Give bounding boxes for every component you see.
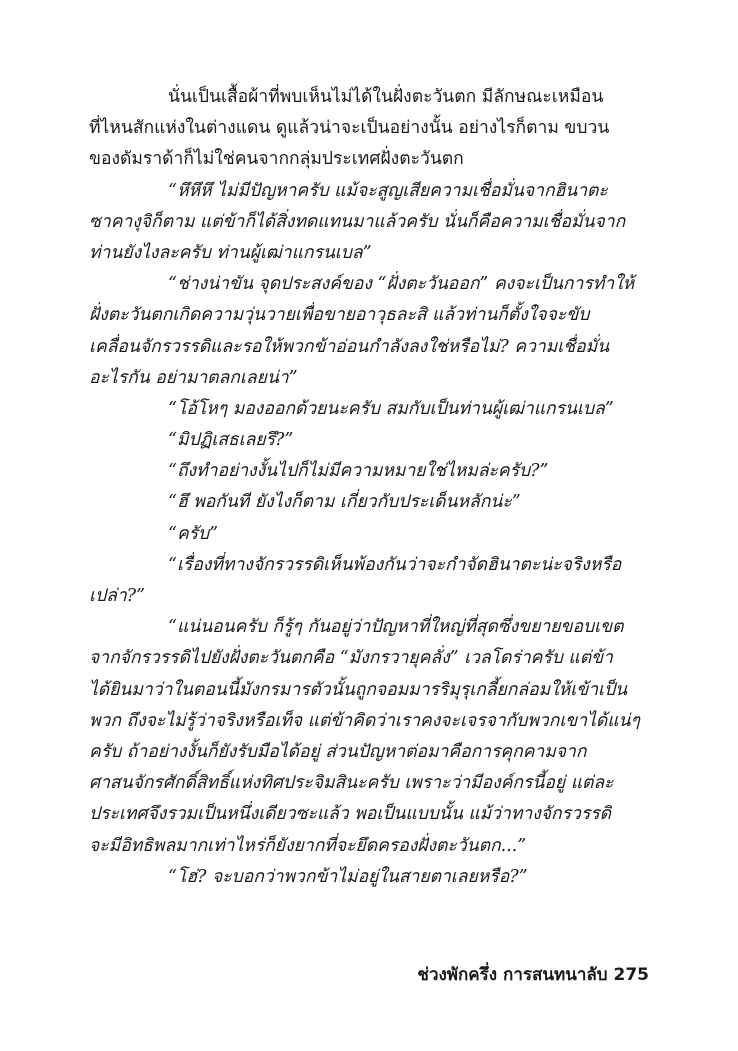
text-line: ของดัมราด้าก็ไม่ใช่คนจากกลุ่มประเทศฝั่งตะวันตก — [89, 149, 464, 170]
text-line: จากจักรวรรดิไปยังฝั่งตะวันตกคือ “มังกรวายุคลั่ง” เวลโดร่าครับ แต่ข้า — [89, 648, 613, 669]
text-line: ได้ยินมาว่าในตอนนี้มังกรมารตัวนั้นถูกจอมมารริมุรุเกลี้ยกล่อมให้เข้าเป็น — [89, 679, 628, 700]
text-line: “ฮึ พอกันที ยังไงก็ตาม เกี่ยวกับประเด็นหลักน่ะ” — [168, 492, 521, 513]
body-text — [89, 82, 649, 893]
text-line: “เรื่องที่ทางจักรวรรดิเห็นพ้องกันว่าจะกำจัดฮินาตะน่ะจริงหรือ — [168, 554, 622, 575]
text-line: ประเทศจึงรวมเป็นหนึ่งเดียวซะแล้ว พอเป็นแบบนั้น แม้ว่าทางจักรวรรดิ — [89, 804, 611, 825]
text-line: จะมีอิทธิพลมากเท่าไหร่ก็ยังยากที่จะยึดครองฝั่งตะวันตก...” — [89, 835, 527, 856]
text-line: นั่นเป็นเสื้อผ้าที่พบเห็นไม่ได้ในฝั่งตะวันตก มีลักษณะเหมือน — [168, 87, 604, 107]
page-number: 275 — [613, 965, 649, 985]
text-line: พวก ถึงจะไม่รู้ว่าจริงหรือเท็จ แต่ข้าคิดว่าเราคงจะเจรจากับพวกเขาได้แน่ๆ — [89, 710, 640, 731]
text-line: ซาคางุจิก็ตาม แต่ข้าก็ได้สิ่งทดแทนมาแล้วครับ นั่นก็คือความเชื่อมั่นจาก — [89, 211, 626, 232]
text-line: “มิปฏิเสธเลยรึ?” — [168, 430, 294, 451]
running-title: ช่วงพักครึ่ง การสนทนาลับ — [417, 965, 608, 985]
text-line: ท่านยังไงละครับ ท่านผู้เฒ่าแกรนเบล” — [89, 242, 372, 263]
text-line: “หึหึหึ ไม่มีปัญหาครับ แม้จะสูญเสียความเชื่อมั่นจากฮินาตะ — [168, 180, 608, 201]
running-footer — [417, 961, 649, 988]
text-line: ศาสนจักรศักดิ์สิทธิ์แห่งทิศประจิมสินะครับ เพราะว่ามีองค์กรนี้อยู่ แต่ละ — [89, 773, 614, 794]
text-line: ที่ไหนสักแห่งในต่างแดน ดูแล้วน่าจะเป็นอย่างนั้น อย่างไรก็ตาม ขบวน — [89, 118, 610, 139]
text-line: “โอ้โหๆ มองออกด้วยนะครับ สมกับเป็นท่านผู้เฒ่าแกรนเบล” — [168, 398, 614, 419]
text-line: เปล่า?” — [89, 586, 145, 606]
text-line: ฝั่งตะวันตกเกิดความวุ่นวายเพื่อขายอาวุธละสิ แล้วท่านก็ตั้งใจจะขับ — [89, 305, 590, 326]
text-line: ครับ ถ้าอย่างงั้นก็ยังรับมือได้อยู่ ส่วนปัญหาต่อมาคือการคุกคามจาก — [89, 741, 587, 762]
text-line: “ครับ” — [168, 523, 219, 544]
text-line: อะไรกัน อย่ามาตลกเลยน่า” — [89, 367, 298, 388]
text-line: “ช่างน่าขัน จุดประสงค์ของ “ฝั่งตะวันออก” คงจะเป็นการทำให้ — [168, 274, 635, 295]
text-line: “แน่นอนครับ ก็รู้ๆ กันอยู่ว่าปัญหาที่ใหญ่ที่สุดซึ่งขยายขอบเขต — [168, 617, 624, 638]
text-line: “โฮ่? จะบอกว่าพวกข้าไม่อยู่ในสายตาเลยหรือ?” — [168, 866, 528, 887]
text-line: เคลื่อนจักรวรรดิและรอให้พวกข้าอ่อนกำลังลงใช่หรือไม่? ความเชื่อมั่น — [89, 336, 610, 357]
text-line: “ถึงทำอย่างงั้นไปก็ไม่มีความหมายใช่ไหมล่ะครับ?” — [168, 461, 549, 482]
